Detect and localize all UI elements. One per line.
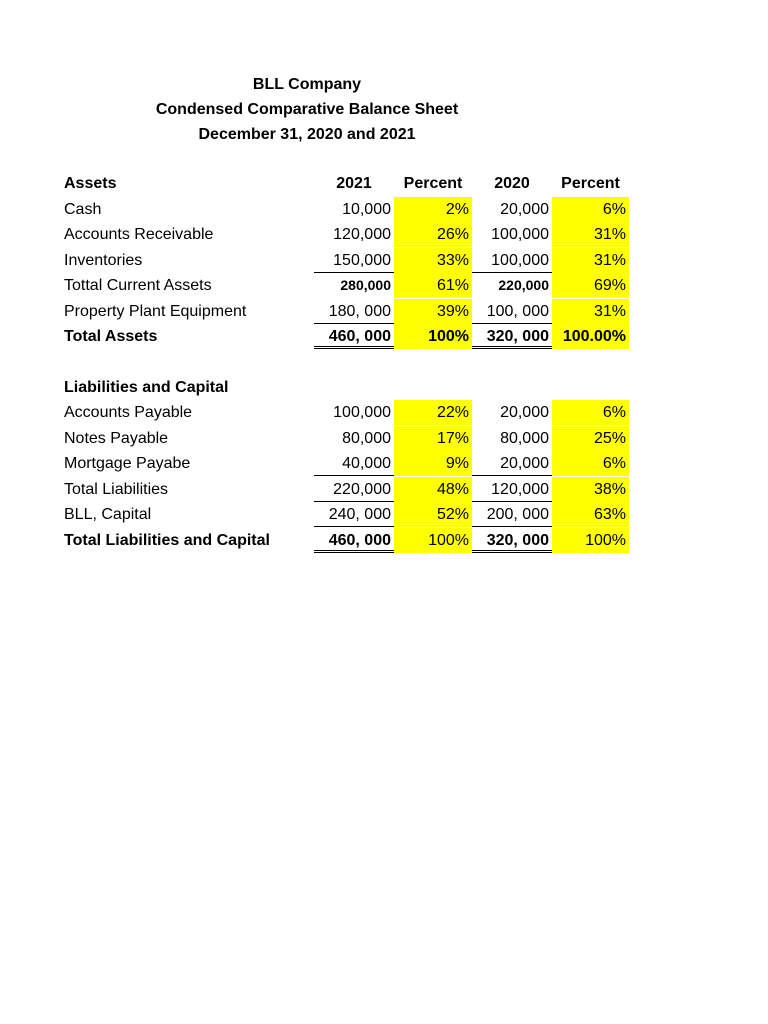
value-2020: 100,000	[472, 248, 552, 273]
header-2021: 2021	[336, 175, 372, 192]
percent-2020: 6%	[552, 197, 629, 222]
statement-title: Condensed Comparative Balance Sheet	[155, 101, 459, 118]
value-2021: 220,000	[314, 477, 394, 502]
value-2021: 180, 000	[314, 299, 394, 324]
percent-2021: 52%	[394, 502, 472, 527]
document-title	[0, 72, 614, 147]
row-label: Cash	[64, 201, 102, 218]
row-label: Notes Payable	[64, 430, 169, 447]
table-row	[0, 477, 768, 502]
row-label: BLL, Capital	[64, 506, 152, 523]
percent-2020: 31%	[552, 222, 629, 247]
value-2021: 120,000	[333, 226, 391, 243]
table-row	[0, 222, 768, 247]
value-2020: 80,000	[500, 430, 549, 447]
value-2021: 40,000	[314, 451, 394, 476]
header-percent-2020: Percent	[561, 175, 620, 192]
row-label: Tottal Current Assets	[64, 277, 212, 294]
percent-2020: 38%	[552, 477, 629, 502]
value-2021: 460, 000	[314, 528, 394, 553]
percent-2021: 100%	[394, 528, 472, 553]
percent-2021: 17%	[394, 426, 472, 451]
value-2020: 20,000	[472, 451, 552, 476]
header-percent-2021: Percent	[403, 175, 463, 192]
value-2021: 150,000	[314, 248, 394, 273]
value-2021: 80,000	[342, 430, 391, 447]
row-label: Inventories	[64, 252, 143, 269]
company-name: BLL Company	[252, 76, 362, 93]
assets-section-label: Assets	[64, 175, 117, 192]
table-row	[0, 502, 768, 527]
percent-2020: 100%	[552, 528, 629, 553]
row-label: Accounts Receivable	[64, 226, 214, 243]
value-2021: 100,000	[333, 404, 391, 421]
percent-2021: 61%	[394, 273, 472, 298]
percent-2021: 2%	[394, 197, 472, 222]
table-row-total-liabilities-capital	[0, 528, 768, 553]
percent-2021: 39%	[394, 299, 472, 324]
row-label: Total Assets	[64, 328, 158, 345]
table-row	[0, 426, 768, 451]
percent-2020: 63%	[552, 502, 629, 527]
percent-2020: 6%	[552, 400, 629, 425]
value-2020: 100, 000	[472, 299, 552, 324]
row-label: Accounts Payable	[64, 404, 193, 421]
value-2021: 460, 000	[314, 324, 394, 349]
header-2020: 2020	[494, 175, 530, 192]
percent-2021: 48%	[394, 477, 472, 502]
row-label: Total Liabilities	[64, 481, 169, 498]
row-label: Total Liabilities and Capital	[64, 532, 270, 549]
value-2020: 20,000	[500, 201, 549, 218]
column-header-row	[0, 171, 768, 196]
liabilities-header-row	[0, 375, 768, 400]
value-2021: 280,000	[340, 277, 391, 293]
percent-2020: 6%	[552, 451, 629, 476]
value-2021: 240, 000	[314, 502, 394, 527]
percent-2020: 69%	[552, 273, 629, 298]
percent-2020: 25%	[552, 426, 629, 451]
value-2020: 120,000	[472, 477, 552, 502]
value-2020: 200, 000	[472, 502, 552, 527]
percent-2021: 22%	[394, 400, 472, 425]
table-row	[0, 248, 768, 273]
table-row	[0, 273, 768, 298]
row-label: Property Plant Equipment	[64, 303, 247, 320]
percent-2020: 31%	[552, 299, 629, 324]
value-2021: 10,000	[342, 201, 391, 218]
value-2020: 100,000	[491, 226, 549, 243]
percent-2021: 9%	[394, 451, 472, 476]
row-label: Mortgage Payabe	[64, 455, 191, 472]
table-row	[0, 299, 768, 324]
value-2020: 320, 000	[472, 324, 552, 349]
value-2020: 220,000	[498, 277, 549, 293]
value-2020: 320, 000	[472, 528, 552, 553]
value-2020: 20,000	[500, 404, 549, 421]
percent-2020: 31%	[552, 248, 629, 273]
liabilities-section-label: Liabilities and Capital	[64, 379, 229, 396]
percent-2021: 26%	[394, 222, 472, 247]
table-row	[0, 400, 768, 425]
statement-date: December 31, 2020 and 2021	[198, 126, 416, 143]
percent-2021: 33%	[394, 248, 472, 273]
table-row	[0, 197, 768, 222]
table-row	[0, 451, 768, 476]
percent-2020: 100.00%	[552, 324, 629, 349]
table-row-total-assets	[0, 324, 768, 349]
percent-2021: 100%	[394, 324, 472, 349]
